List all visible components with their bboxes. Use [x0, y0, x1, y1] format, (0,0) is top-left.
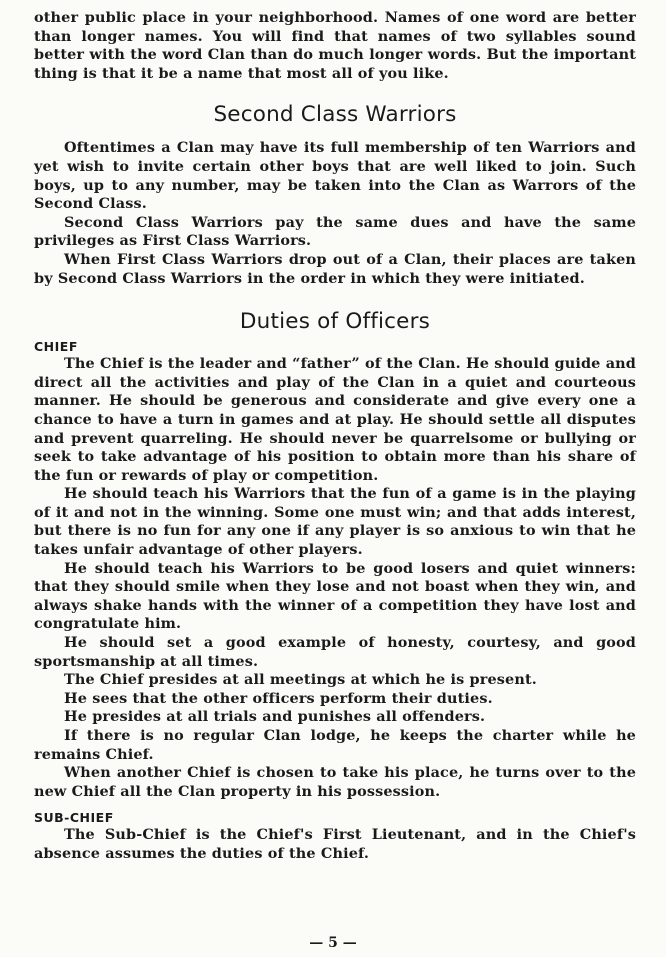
paragraph: Oftentimes a Clan may have its full membership of ten Warriors and yet wish to invite certain other boys that are well liked to join. Such boys, up to any number, may be taken into the Clan as Warrors of the Second Class.: [34, 139, 636, 213]
paragraph: He presides at all trials and punishes all offenders.: [64, 708, 486, 726]
page-number: — 5 —: [309, 935, 357, 951]
paragraph: Second Class Warriors pay the same dues and have the same privileges as First Class Warriors.: [34, 213, 636, 250]
paragraph: He should set a good example of honesty, courtesy, and good sportsmanship at all times.: [34, 634, 636, 670]
section-title-duties-of-officers: Duties of Officers: [239, 309, 431, 335]
paragraph: The Chief is the leader and “father” of the Clan. He should guide and direct all the activities and play of the Clan in a quiet and courteous manner. He should be generous and considerate and give every one a chance to have a turn in games and at play. He should settle all disputes and prevent quarreling. He should never be quarrelsome or bullying or seek to take advantage of his position to obtain more than his share of the fun or rewards of play or competition.: [34, 355, 636, 484]
paragraph: If there is no regular Clan lodge, he keeps the charter while he remains Chief.: [34, 727, 636, 763]
paragraph: When First Class Warriors drop out of a Clan, their places are taken by Second Class Warriors in the order in which they were initiated.: [34, 250, 636, 287]
paragraph: He sees that the other officers perform their duties.: [64, 689, 493, 707]
subheading-chief: CHIEF: [34, 339, 78, 355]
intro-paragraph: other public place in your neighborhood. Names of one word are better than longer names. You will find that names of two syllables sound better with the word Clan than do much longer words. But the important thing is that it be a name that most all of you like.: [34, 9, 636, 82]
paragraph: The Sub-Chief is the Chief's First Lieutenant, and in the Chief's absence assumes the duties of the Chief.: [34, 826, 636, 862]
paragraph: When another Chief is chosen to take his place, he turns over to the new Chief all the Clan property in his possession.: [34, 764, 636, 800]
subheading-sub-chief: SUB-CHIEF: [34, 810, 114, 826]
paragraph: He should teach his Warriors to be good losers and quiet winners: that they should smile when they lose and not boast when they win, and always shake hands with the winner of a competition they have lost and congratulate him.: [34, 559, 636, 633]
section-title-second-class-warriors: Second Class Warriors: [213, 102, 457, 128]
paragraph: He should teach his Warriors that the fun of a game is in the playing of it and not in the winning. Some one must win; and that adds interest, but there is no fun for any one if any player is so anxious to win that he takes unfair advantage of other players.: [34, 485, 636, 559]
paragraph: The Chief presides at all meetings at which he is present.: [64, 671, 537, 689]
